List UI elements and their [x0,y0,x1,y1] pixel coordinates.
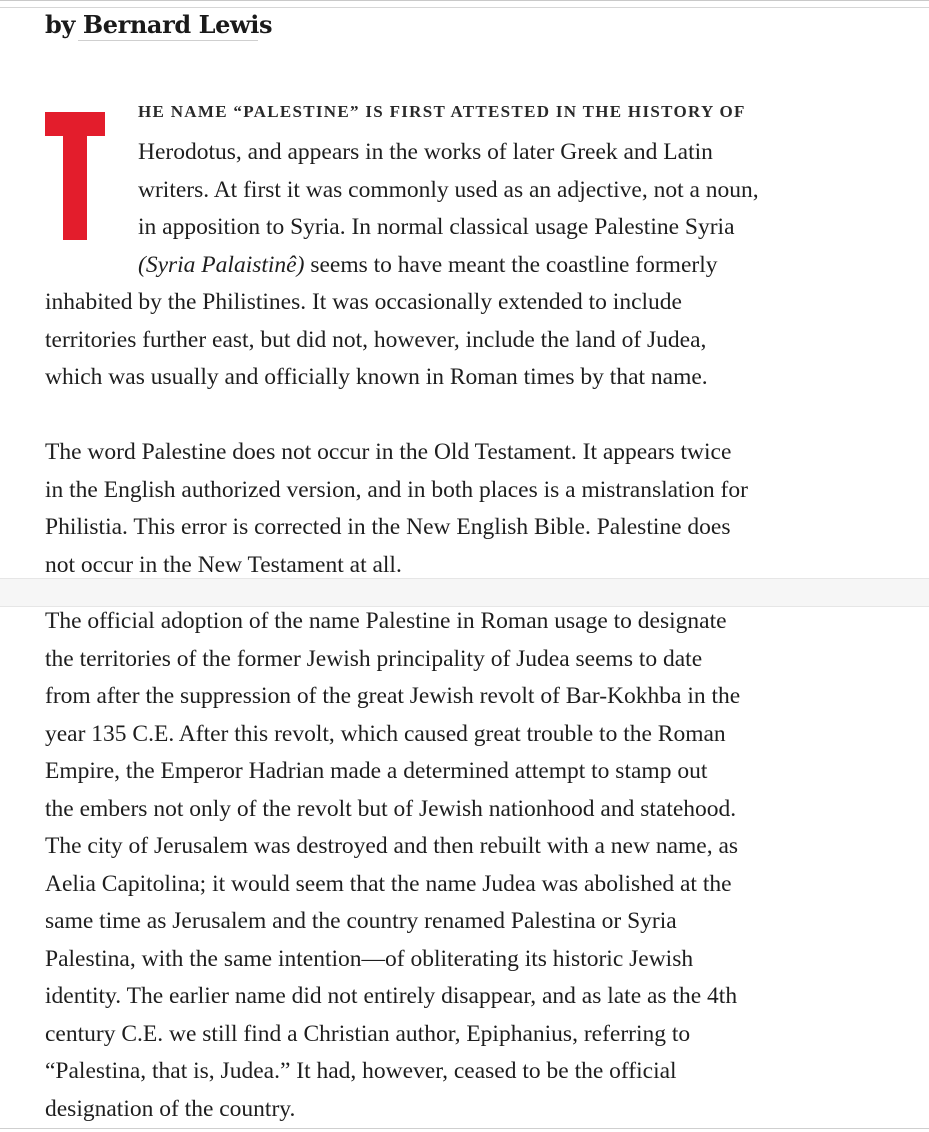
byline: by Bernard Lewis [45,10,273,39]
paragraph-1-line: writers. At first it was commonly used as an adjective, not a noun, [138,176,759,203]
paragraph-3-line: The city of Jerusalem was destroyed and then rebuilt with a new name, as [45,833,739,859]
paragraph-1-line-rest: seems to have meant the coastline formerly [304,251,718,278]
paragraph-3-line: Palestina, with the same intention—of obliterating its historic Jewish [45,945,694,972]
paragraph-1-line: Herodotus, and appears in the works of later Greek and Latin [138,139,713,165]
paragraph-1-smallcaps-line: HE NAME “PALESTINE” IS FIRST ATTESTED IN THE HISTORY OF [138,102,746,121]
paragraph-3-line: Empire, the Emperor Hadrian made a determined attempt to stamp out [45,758,708,784]
paragraph-1-line: inhabited by the Philistines. It was occasionally extended to include [45,289,682,315]
paragraph-2 [45,434,909,584]
paragraph-3-line: from after the suppression of the great Jewish revolt of Bar-Kokhba in the [45,683,741,709]
paragraph-3-line: the territories of the former Jewish principality of Judea seems to date [45,645,703,672]
paragraph-3-line: identity. The earlier name did not entirely disappear, and as late as the 4th [45,983,738,1009]
paragraph-1-line: in apposition to Syria. In normal classical usage Palestine Syria [138,214,735,240]
paragraph-3-line: the embers not only of the revolt but of Jewish nationhood and statehood. [45,795,737,822]
paragraph-2-line: Philistia. This error is corrected in the New English Bible. Palestine does [45,514,731,540]
paragraph-3-line: century C.E. we still find a Christian author, Epiphanius, referring to [45,1020,691,1047]
paragraph-2-line: The word Palestine does not occur in the Old Testament. It appears twice [45,439,732,465]
paragraph-gap [45,397,909,435]
bottom-divider [0,1128,929,1129]
paragraph-3-line: year 135 C.E. After this revolt, which caused great trouble to the Roman [45,720,726,747]
article-body [45,90,909,584]
paragraph-1 [45,90,909,397]
top-divider [0,0,929,8]
paragraph-3-line: The official adoption of the name Palestine in Roman usage to designate [45,608,727,634]
paragraph-1-line: territories further east, but did not, however, include the land of Judea, [45,326,707,353]
paragraph-2-line: in the English authorized version, and in both places is a mistranslation for [45,476,748,503]
paragraph-3-line: “Palestina, that is, Judea.” It had, however, ceased to be the official [45,1058,677,1084]
dropcap-letter [45,112,111,240]
italic-term: (Syria Palaistinê) [138,251,305,278]
byline-underline [78,40,258,41]
paragraph-3-line: same time as Jerusalem and the country renamed Palestina or Syria [45,908,677,934]
paragraph-2-line: not occur in the New Testament at all. [45,551,402,578]
paragraph-1-line [45,247,909,285]
paragraph-3-line: designation of the country. [45,1095,296,1122]
paragraph-3-line: Aelia Capitolina; it would seem that the name Judea was abolished at the [45,870,732,897]
paragraph-1-line: which was usually and officially known in Roman times by that name. [45,364,708,390]
paragraph-3 [45,603,915,1128]
